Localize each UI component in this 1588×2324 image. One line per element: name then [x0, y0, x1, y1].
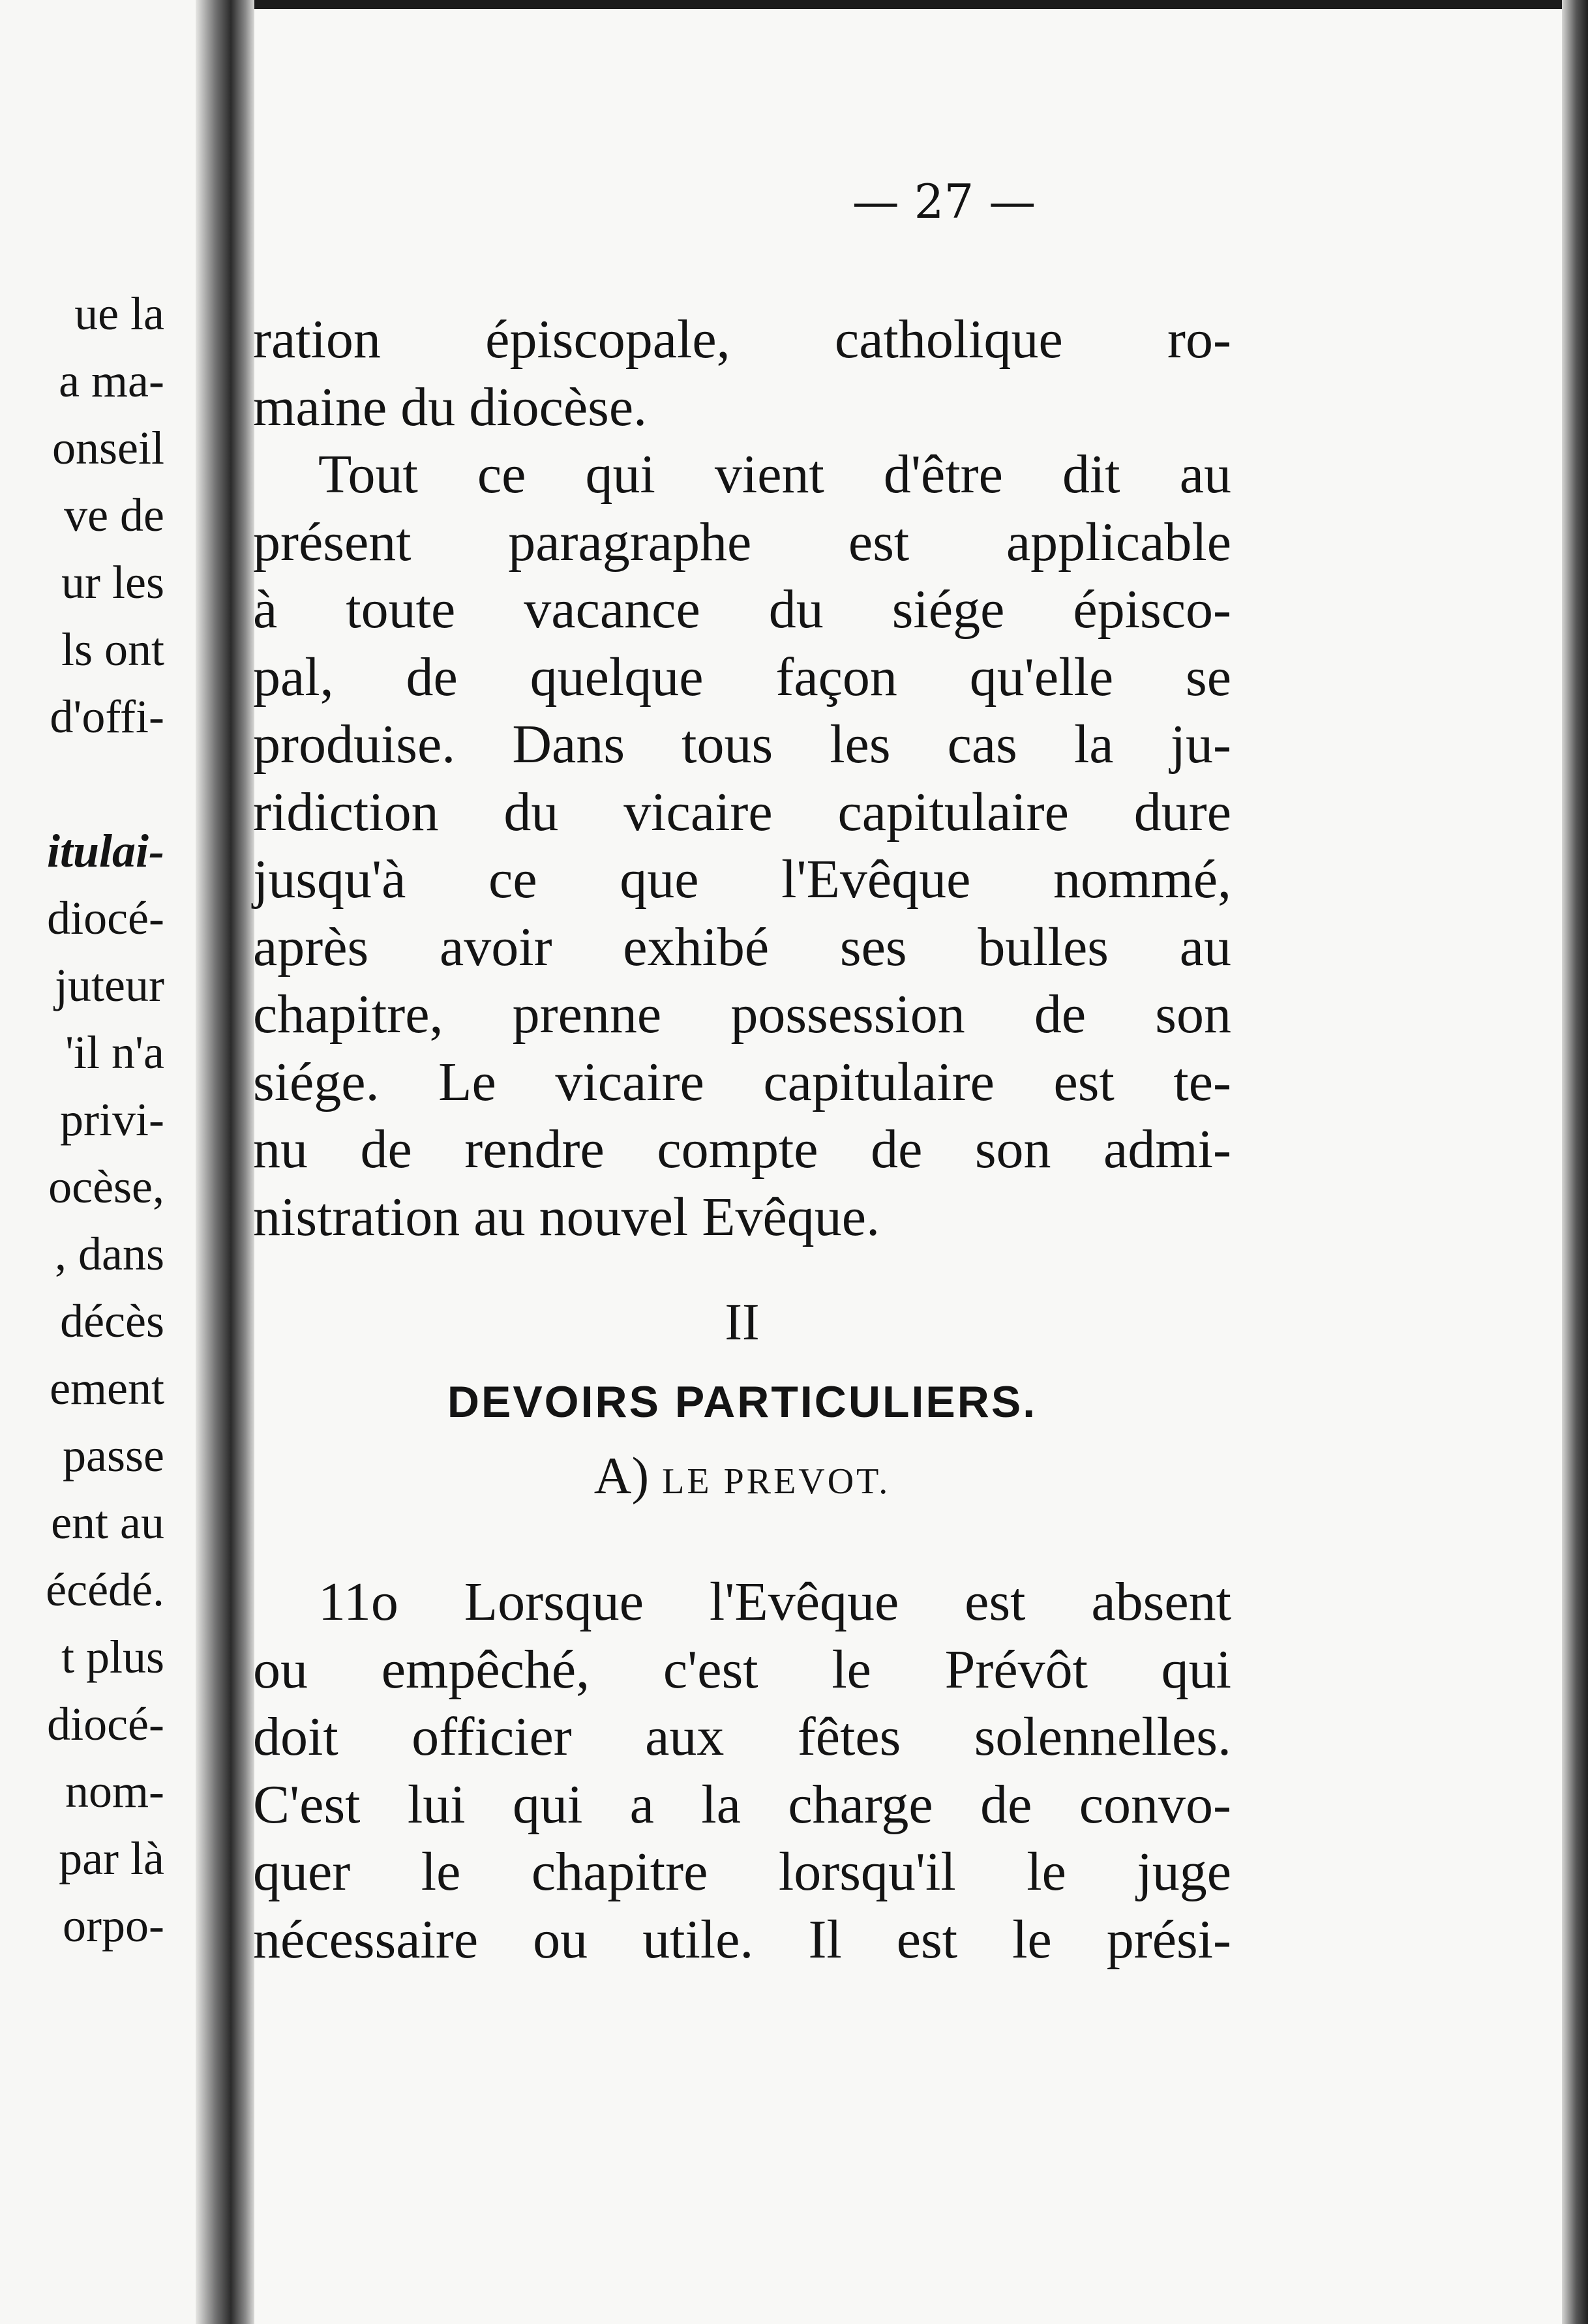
book-page	[254, 9, 1562, 2324]
text-line: ridiction du vicaire capitulaire dure	[253, 781, 1231, 842]
facing-line: orpo-	[63, 1899, 164, 1952]
facing-line: ocèse,	[48, 1161, 164, 1213]
text-line: maine du diocèse.	[253, 376, 648, 438]
text-column	[253, 306, 1231, 1973]
text-line: nistration au nouvel Evêque.	[253, 1186, 880, 1247]
text-line: C'est lui qui a la charge de convo-	[253, 1774, 1231, 1835]
subsection-title: LE PREVOT.	[662, 1461, 891, 1502]
text-line: quer le chapitre lorsqu'il le juge	[253, 1841, 1231, 1902]
facing-page-fragment	[0, 0, 196, 2324]
facing-line: ls ont	[61, 623, 164, 676]
facing-line: diocé-	[47, 892, 164, 944]
section-number: II	[725, 1294, 760, 1351]
page-top-edge	[254, 0, 1588, 9]
facing-line: passe	[63, 1429, 164, 1482]
text-line: ration épiscopale, catholique ro-	[253, 309, 1231, 370]
facing-line: d'offi-	[50, 691, 164, 743]
facing-line: ent au	[51, 1497, 164, 1549]
text-line: après avoir exhibé ses bulles au	[253, 916, 1231, 977]
facing-line: ue la	[74, 288, 164, 340]
subsection-heading	[253, 1440, 1231, 1517]
facing-line: onseil	[52, 422, 164, 474]
facing-line: diocé-	[47, 1698, 164, 1750]
facing-line: nom-	[65, 1765, 164, 1817]
text-line: chapitre, prenne possession de son	[253, 984, 1231, 1045]
facing-line: ement	[50, 1362, 164, 1414]
subsection-label: A)	[593, 1448, 650, 1505]
facing-line: , dans	[55, 1228, 164, 1280]
facing-line: par là	[59, 1832, 164, 1885]
facing-line: t plus	[61, 1631, 164, 1683]
text-line: présent paragraphe est applicable	[253, 511, 1231, 573]
text-line: produise. Dans tous les cas la ju-	[253, 714, 1231, 775]
facing-line: ve de	[64, 489, 164, 541]
section-title: DEVOIRS PARTICULIERS.	[447, 1377, 1038, 1427]
facing-line: privi-	[60, 1094, 164, 1146]
text-line: à toute vacance du siége épisco-	[253, 579, 1231, 640]
text-line: doit officier aux fêtes solennelles.	[253, 1706, 1231, 1767]
text-line: siége. Le vicaire capitulaire est te-	[253, 1051, 1231, 1112]
facing-line: décès	[60, 1295, 164, 1347]
facing-line: a ma-	[59, 355, 164, 407]
facing-line: 'il n'a	[65, 1026, 164, 1079]
text-line: nécessaire ou utile. Il est le prési-	[253, 1909, 1231, 1970]
facing-line: ur les	[61, 556, 164, 608]
text-line: jusqu'à ce que l'Evêque nommé,	[253, 849, 1231, 910]
facing-line: écédé.	[46, 1564, 164, 1616]
text-line: Tout ce qui vient d'être dit au	[318, 444, 1231, 505]
binding-gutter-shadow	[196, 0, 254, 2324]
text-line: nu de rendre compte de son admi-	[253, 1119, 1231, 1180]
page-right-edge-shadow	[1562, 0, 1588, 2324]
text-line: 11o Lorsque l'Evêque est absent	[318, 1572, 1231, 1632]
facing-page-text	[46, 280, 164, 1959]
facing-line: itulai-	[46, 825, 164, 877]
page-number: — 27 —	[852, 174, 1036, 229]
text-line: pal, de quelque façon qu'elle se	[253, 646, 1231, 708]
facing-line: juteur	[55, 959, 164, 1011]
text-line: ou empêché, c'est le Prévôt qui	[253, 1639, 1231, 1700]
